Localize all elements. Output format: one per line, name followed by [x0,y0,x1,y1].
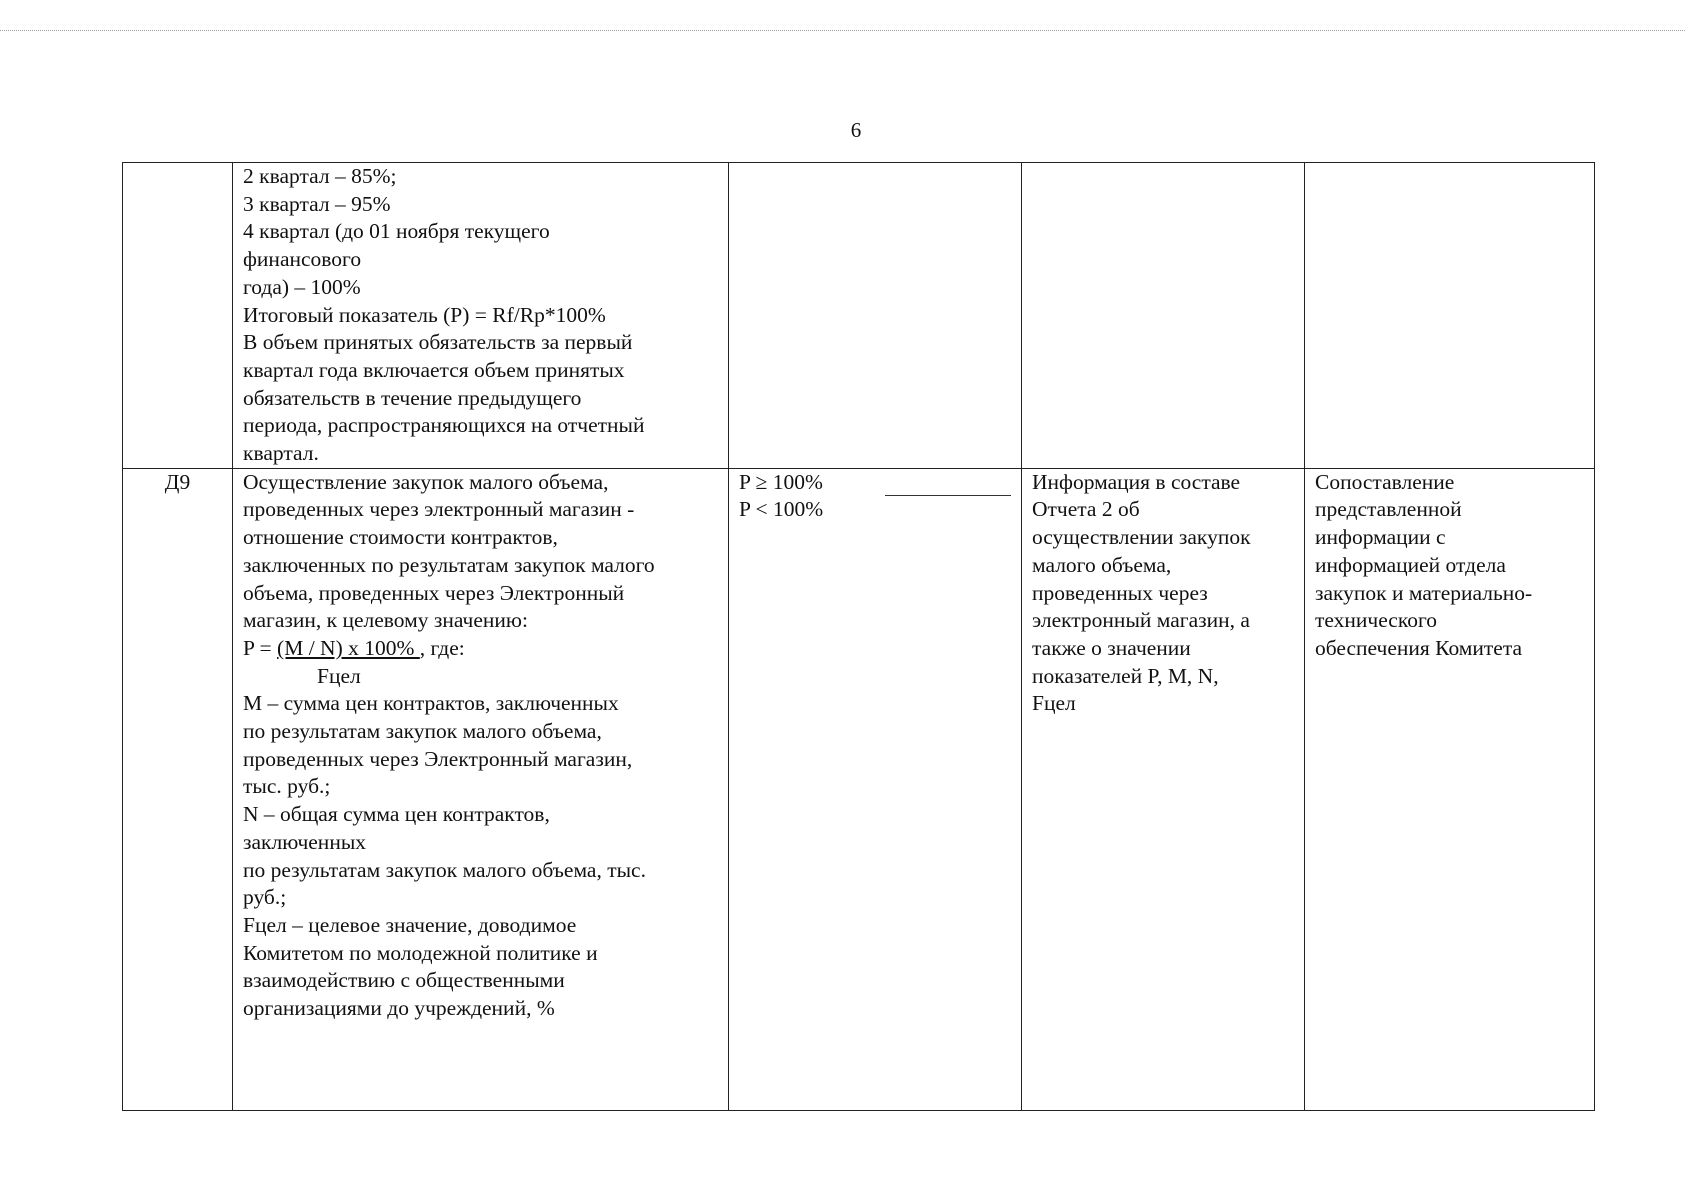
text-line: 3 квартал – 95% [243,191,391,216]
d9-code-cell: Д9 [123,468,233,1110]
formula-prefix: P = [243,635,278,660]
text-line: заключенных по результатам закупок малого [243,552,655,577]
text-line: заключенных [243,829,367,854]
text-line: 4 квартал (до 01 ноября текущего [243,219,550,244]
text-line: года) – 100% [243,274,361,299]
source-line: малого объема, [1032,552,1172,577]
d9-values-cell [729,468,1022,1110]
verification-line: информации с [1315,525,1446,550]
page-number: 6 [850,118,862,142]
text-line: проведенных через электронный магазин - [243,497,635,522]
table-row-continued [123,163,1595,469]
text-line: M – сумма цен контрактов, заключенных [243,691,619,716]
continued-verification-cell [1305,163,1595,469]
value-line: P ≥ 100% [739,469,823,494]
short-rule-line [885,495,1011,496]
text-line: руб.; [243,885,287,910]
d9-source-cell [1022,468,1305,1110]
verification-line: обеспечения Комитета [1315,635,1523,660]
source-line: Fцел [1032,691,1076,716]
text-line: проведенных через Электронный магазин, [243,746,633,771]
text-line: Итоговый показатель (P) = Rf/Rp*100% [243,302,606,327]
formula-denominator: Fцел [317,663,361,688]
formula-suffix: , где: [419,635,465,660]
d9-description-cell [233,468,729,1110]
verification-line: технического [1315,608,1437,633]
criteria-table-container [122,162,1595,1111]
verification-line: Сопоставление [1315,469,1455,494]
text-line: 2 квартал – 85%; [243,164,397,188]
continued-code-cell [123,163,233,469]
text-line: отношение стоимости контрактов, [243,525,558,550]
source-line: показателей P, M, N, [1032,663,1219,688]
verification-line: информацией отдела [1315,552,1506,577]
continued-source-cell [1022,163,1305,469]
source-line: Отчета 2 об [1032,497,1140,522]
verification-line: закупок и материально- [1315,580,1533,605]
text-line: Fцел – целевое значение, доводимое [243,912,577,937]
text-line: обязательств в течение предыдущего [243,385,582,410]
text-line: финансового [243,247,362,272]
source-line: электронный магазин, а [1032,608,1250,633]
text-line: В объем принятых обязательств за первый [243,330,633,355]
text-line: периода, распространяющихся на отчетный [243,413,645,438]
text-line: Комитетом по молодежной политике и [243,940,598,965]
source-line: проведенных через [1032,580,1208,605]
text-line: квартал. [243,441,319,466]
text-line: Осуществление закупок малого объема, [243,469,609,494]
scan-border-line [0,30,1685,34]
d9-verification-cell [1305,468,1595,1110]
continued-description-cell [233,163,729,469]
text-line: тыс. руб.; [243,774,331,799]
criteria-table [122,162,1595,1111]
verification-line: представленной [1315,497,1462,522]
formula-line [243,635,718,663]
text-line: магазин, к целевому значению: [243,608,528,633]
source-line: также о значении [1032,635,1191,660]
text-line: объема, проведенных через Электронный [243,580,625,605]
source-line: Информация в составе [1032,469,1241,494]
text-line: по результатам закупок малого объема, тыс. [243,857,646,882]
text-line: по результатам закупок малого объема, [243,719,602,744]
text-line: N – общая сумма цен контрактов, [243,802,550,827]
table-row-d9 [123,468,1595,1110]
text-line: квартал года включается объем принятых [243,357,625,382]
text-line: организациями до учреждений, % [243,996,555,1021]
text-line: взаимодействию с общественными [243,968,565,993]
continued-values-cell [729,163,1022,469]
source-line: осуществлении закупок [1032,525,1251,550]
value-line: P < 100% [739,497,824,522]
formula-numerator: (M / N) x 100% [277,635,420,660]
